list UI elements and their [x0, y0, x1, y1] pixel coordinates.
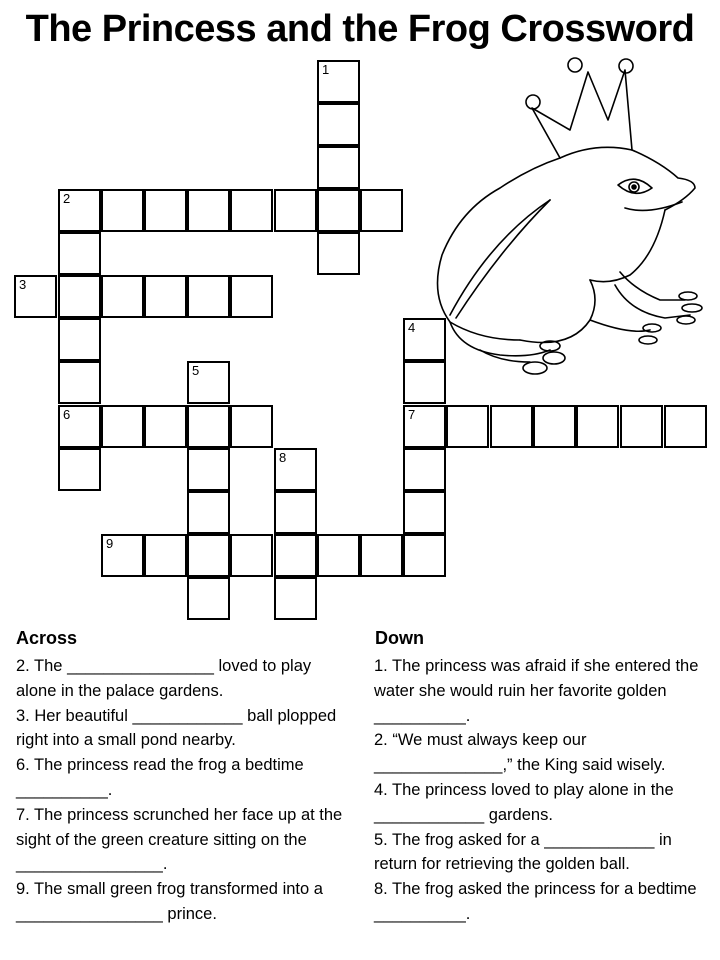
crossword-cell[interactable]	[403, 534, 446, 577]
crossword-cell[interactable]	[144, 189, 187, 232]
crossword-cell[interactable]	[101, 405, 144, 448]
clue-number: 2	[63, 191, 71, 206]
crossword-cell[interactable]	[317, 232, 360, 275]
clue-number: 3	[19, 277, 27, 292]
clue-number: 1	[322, 62, 330, 77]
crossword-cell[interactable]	[187, 405, 230, 448]
crossword-cell[interactable]	[317, 146, 360, 189]
crossword-cell[interactable]	[58, 361, 101, 404]
crossword-cell[interactable]	[230, 534, 273, 577]
crossword-cell[interactable]	[101, 189, 144, 232]
crossword-cell[interactable]	[620, 405, 663, 448]
crossword-cell[interactable]	[533, 405, 576, 448]
crossword-cell[interactable]	[187, 361, 230, 404]
down-clue: 8. The frog asked the princess for a bedtime __________.	[374, 880, 697, 923]
crossword-cell[interactable]	[490, 405, 533, 448]
crossword-cell[interactable]	[14, 275, 57, 318]
crossword-cell[interactable]	[187, 275, 230, 318]
down-clues	[374, 654, 704, 927]
crossword-cell[interactable]	[403, 448, 446, 491]
crossword-cell[interactable]	[274, 534, 317, 577]
crossword-cell[interactable]	[403, 491, 446, 534]
crossword-cell[interactable]	[58, 405, 101, 448]
across-clue: 7. The princess scrunched her face up at the sight of the green creature sitting on the ________________.	[16, 805, 343, 874]
across-clue: 3. Her beautiful ____________ ball plopped right into a small pond nearby.	[16, 706, 337, 750]
crossword-cell[interactable]	[317, 60, 360, 103]
clue-number: 8	[279, 450, 287, 465]
crossword-cell[interactable]	[187, 534, 230, 577]
crossword-cell[interactable]	[317, 103, 360, 146]
across-clue: 2. The ________________ loved to play alone in the palace gardens.	[16, 657, 312, 700]
crossword-cell[interactable]	[101, 275, 144, 318]
crossword-cell[interactable]	[274, 189, 317, 232]
across-clue: 6. The princess read the frog a bedtime __________.	[16, 756, 304, 799]
crossword-cell[interactable]	[446, 405, 489, 448]
clue-number: 5	[192, 363, 200, 378]
crossword-cell[interactable]	[360, 189, 403, 232]
crossword-cell[interactable]	[58, 275, 101, 318]
crossword-cell[interactable]	[187, 448, 230, 491]
clue-number: 4	[408, 320, 416, 335]
crossword-cell[interactable]	[58, 318, 101, 361]
crossword-cell[interactable]	[58, 189, 101, 232]
crossword-cell[interactable]	[664, 405, 707, 448]
crossword-cell[interactable]	[58, 448, 101, 491]
down-clue: 4. The princess loved to play alone in the ____________ gardens.	[374, 780, 674, 824]
crossword-cell[interactable]	[144, 275, 187, 318]
crossword-cell[interactable]	[317, 189, 360, 232]
crossword-cell[interactable]	[403, 405, 446, 448]
across-clue: 9. The small green frog transformed into a ________________ prince.	[16, 880, 323, 923]
frog-with-crown-icon	[420, 50, 710, 390]
clue-number: 7	[408, 407, 416, 422]
crossword-cell[interactable]	[274, 577, 317, 620]
page-title: The Princess and the Frog Crossword	[25, 8, 695, 50]
crossword-cell[interactable]	[58, 232, 101, 275]
clue-number: 6	[63, 407, 71, 422]
down-heading: Down	[375, 628, 424, 648]
crossword-cell[interactable]	[230, 275, 273, 318]
crossword-cell[interactable]	[317, 534, 360, 577]
down-clue: 2. “We must always keep our ______________,” the King said wisely.	[374, 731, 666, 775]
crossword-cell[interactable]	[187, 491, 230, 534]
down-clue: 5. The frog asked for a ____________ in return for retrieving the golden ball.	[374, 830, 672, 874]
across-heading: Across	[16, 628, 78, 648]
crossword-cell[interactable]	[576, 405, 619, 448]
crossword-cell[interactable]	[230, 405, 273, 448]
across-clues	[16, 654, 346, 927]
crossword-cell[interactable]	[187, 577, 230, 620]
crossword-cell[interactable]	[144, 534, 187, 577]
clue-number: 9	[106, 536, 114, 551]
crossword-cell[interactable]	[274, 491, 317, 534]
crossword-cell[interactable]	[230, 189, 273, 232]
crossword-cell[interactable]	[144, 405, 187, 448]
crossword-cell[interactable]	[360, 534, 403, 577]
crossword-cell[interactable]	[274, 448, 317, 491]
crossword-cell[interactable]	[101, 534, 144, 577]
down-clue: 1. The princess was afraid if she entered the water she would ruin her favorite golden __________.	[374, 657, 699, 725]
crossword-cell[interactable]	[187, 189, 230, 232]
